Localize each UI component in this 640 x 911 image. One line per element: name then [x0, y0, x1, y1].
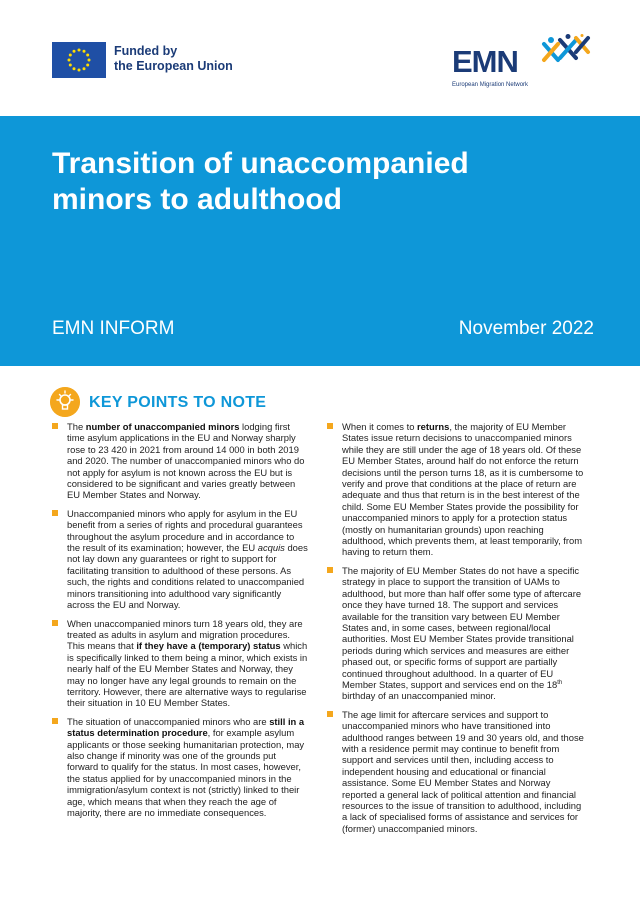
key-points-right-column: [327, 421, 584, 841]
bullet-square-icon: [327, 711, 333, 717]
series-label: EMN INFORM: [52, 318, 175, 339]
publication-date: November 2022: [458, 318, 594, 339]
funded-line-2: the European Union: [114, 59, 233, 73]
funded-by-eu-text: [114, 44, 233, 74]
bullet-square-icon: [52, 510, 58, 516]
title-banner: [0, 116, 640, 366]
key-point-item: When unaccompanied minors turn 18 years old, they are treated as adults in asylum and migration procedures. This means that if they have a (temporary) status which is specifically linked to them being a minor, which exists in nearly half of the EU Member States and Norway, they may no longer have any legal grounds to remain on the territory. However, there are alternative ways to regularise their situation in 10 EU Member States.: [52, 618, 309, 709]
lightbulb-icon: [50, 387, 80, 417]
bullet-square-icon: [327, 567, 333, 573]
key-point-item: The number of unaccompanied minors lodging first time asylum applications in the EU and Norway sharply rose to 23 420 in 2021 from around 14 000 in both 2019 and 2020. The number of unaccompanied minors who do not apply for asylum is not known across the EU but is considered to be significant and varies greatly between EU Member States and Norway.: [52, 421, 309, 501]
key-point-item: Unaccompanied minors who apply for asylum in the EU benefit from a series of rights and procedural guarantees throughout the asylum procedure and in accordance to the result of its examination; however, the EU acquis does not lay down any guarantees or right to support for facilitating transition to adulthood of these persons. As such, the rights and conditions related to unaccompanied minors transitioning into adulthood vary significantly across the EU and Norway.: [52, 508, 309, 611]
funded-line-1: Funded by: [114, 44, 178, 58]
eu-flag-icon: [52, 42, 106, 78]
emn-stars-icon: [538, 34, 592, 64]
emn-logo-subtitle: European Migration Network: [452, 82, 529, 88]
key-points-left-column: [52, 421, 309, 825]
key-points-heading: KEY POINTS TO NOTE: [89, 394, 267, 411]
emn-logo: [452, 34, 592, 94]
bullet-square-icon: [52, 620, 58, 626]
page-header: [0, 0, 640, 116]
key-point-item: The situation of unaccompanied minors who are still in a status determination procedure, for example asylum applicants or those seeking humanitarian protection, may also change if minority was one of the grounds put forward to qualify for the status. In most cases, however, the status applied for by unaccompanied minors in the immigration/asylum context is not (strictly) linked to their age, which means that when they reach the age of majority, there are no immediate consequences.: [52, 716, 309, 819]
bullet-square-icon: [52, 718, 58, 724]
emn-logo-text: EMN: [452, 44, 518, 79]
key-point-item: When it comes to returns, the majority of EU Member States issue return decisions to unaccompanied minors while they are still under the age of 18 years old. Of these EU Member States, around half do not enforce the return decisions until the person turns 18, as it is cumbersome to verify and prove that conditions at the place of return are adequate and thus that return is in the best interest of the child. Some EU Member States provide the possibility for unaccompanied minors to apply for a protection status (mostly on humanitarian grounds) upon reaching adulthood, which prevents them, at least temporarily, from having to return them.: [327, 421, 584, 558]
bullet-square-icon: [327, 423, 333, 429]
bullet-square-icon: [52, 423, 58, 429]
key-point-item: The age limit for aftercare services and support to unaccompanied minors who have transitioned into adulthood ranges between 19 and 30 years old, and those with a residence permit may continue to benefit from support and services until then, including access to independent housing and educational or financial assistance. Some EU Member States and Norway reported a general lack of political attention and financial resources to the issue of transition to adulthood, including a lack of specialised forms of assistance and services for (former) unaccompanied minors.: [327, 709, 584, 834]
key-point-item: The majority of EU Member States do not have a specific strategy in place to support the transition of UAMs to adulthood, but more than half offer some type of aftercare once they have turned 18. The support and services available for the transition vary between EU Member States and, in some cases, between regional/local authorities. Most EU Member States provide transitional periods during which services and measures are either phased out, or specific forms of support are partially continued throughout adulthood. In a quarter of EU Member States, support and services end on the 18th birthday of an unaccompanied minor.: [327, 565, 584, 702]
document-title: Transition of unaccompanied minors to adulthood: [52, 147, 469, 216]
